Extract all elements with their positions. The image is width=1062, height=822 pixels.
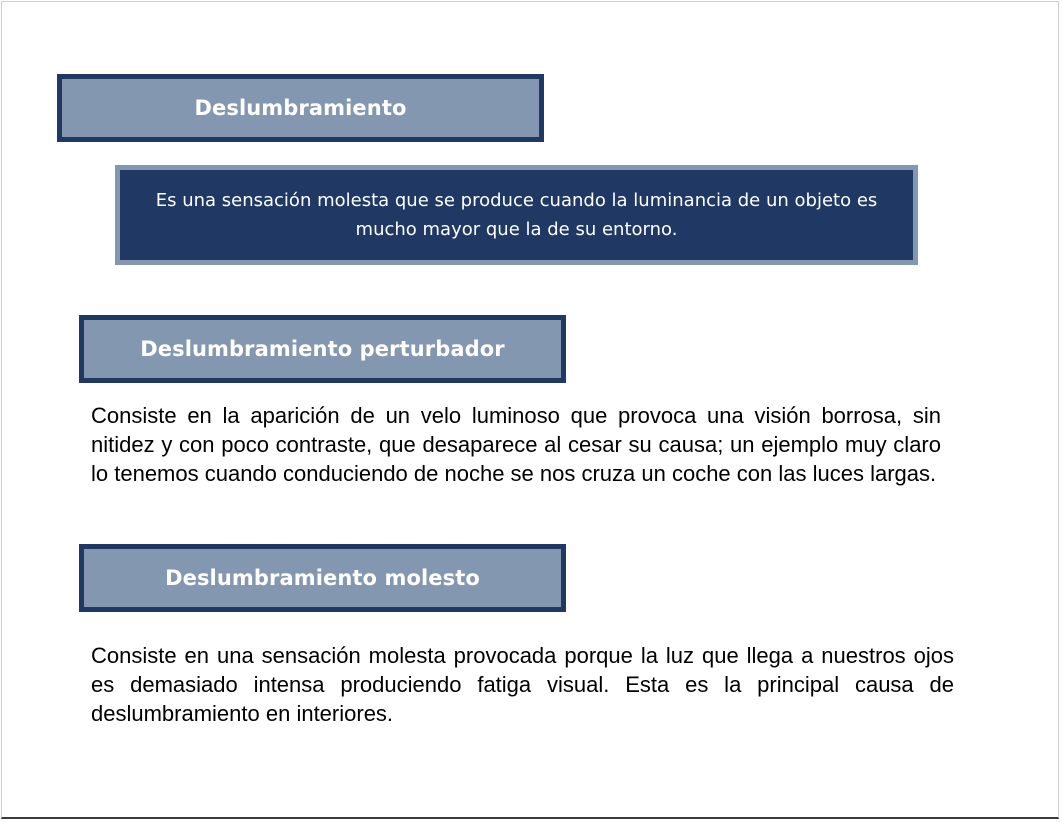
definition-box bbox=[115, 165, 918, 265]
slide-title: Deslumbramiento bbox=[194, 96, 407, 120]
section-heading-perturbador bbox=[79, 315, 566, 383]
title-box bbox=[57, 74, 544, 142]
section-heading-molesto bbox=[79, 544, 566, 612]
section-heading-label: Deslumbramiento molesto bbox=[165, 566, 480, 590]
slide bbox=[1, 1, 1059, 819]
section-text-perturbador: Consiste en la aparición de un velo luminoso que provoca una visión borrosa, sin nitidez y con poco contraste, que desaparece al cesar su causa; un ejemplo muy claro lo tenemos cuando conduciendo de noche se nos cruza un coche con las luces largas. bbox=[91, 403, 941, 486]
section-text-molesto: Consiste en una sensación molesta provocada porque la luz que llega a nuestros ojos es demasiado intensa produciendo fatiga visual. Esta es la principal causa de deslumbramiento en interiores. bbox=[91, 643, 954, 726]
definition-text: Es una sensación molesta que se produce cuando la luminancia de un objeto es mucho mayor que la de su entorno. bbox=[155, 190, 878, 240]
section-heading-label: Deslumbramiento perturbador bbox=[140, 337, 505, 361]
